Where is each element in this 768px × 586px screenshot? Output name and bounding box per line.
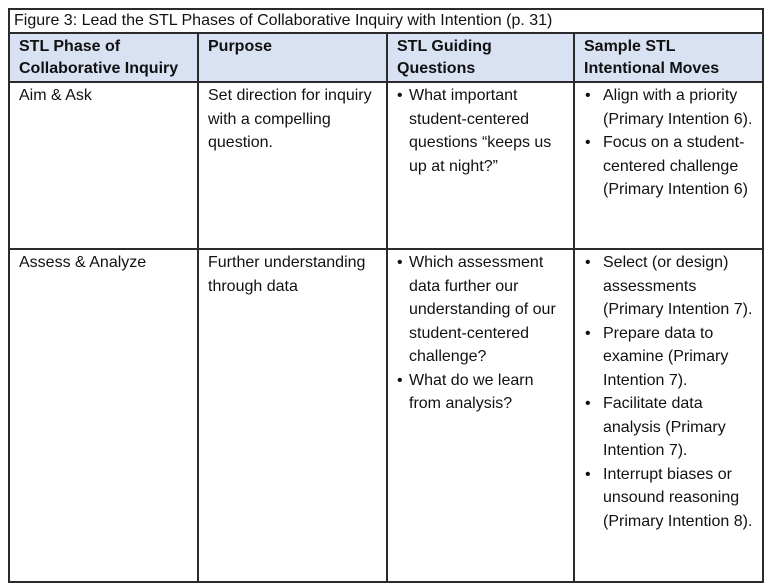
move-item: • Prepare data to examine (Primary Intention 7). bbox=[584, 322, 753, 393]
move-item: • Align with a priority (Primary Intention 6). bbox=[584, 84, 753, 131]
figure-caption: Figure 3: Lead the STL Phases of Collaborative Inquiry with Intention (p. 31) bbox=[9, 9, 763, 33]
phase-cell: Assess & Analyze bbox=[9, 249, 198, 582]
purpose-cell: Set direction for inquiry with a compelling question. bbox=[198, 82, 387, 249]
question-item: • Which assessment data further our understanding of our student-centered challenge? bbox=[397, 251, 564, 369]
moves-list bbox=[584, 251, 753, 533]
questions-list bbox=[397, 84, 564, 178]
figure-table bbox=[8, 8, 764, 583]
move-item: • Interrupt biases or unsound reasoning (Primary Intention 8). bbox=[584, 463, 753, 534]
question-item: • What do we learn from analysis? bbox=[397, 369, 564, 416]
questions-cell bbox=[387, 249, 574, 582]
column-header-phase: STL Phase of Collaborative Inquiry bbox=[9, 33, 198, 82]
column-header-purpose: Purpose bbox=[198, 33, 387, 82]
caption-row bbox=[9, 9, 763, 33]
table-row bbox=[9, 249, 763, 582]
moves-cell bbox=[574, 82, 763, 249]
column-header-guiding-questions: STL Guiding Questions bbox=[387, 33, 574, 82]
questions-list bbox=[397, 251, 564, 416]
phase-cell: Aim & Ask bbox=[9, 82, 198, 249]
move-item: • Facilitate data analysis (Primary Intention 7). bbox=[584, 392, 753, 463]
moves-cell bbox=[574, 249, 763, 582]
column-header-intentional-moves: Sample STL Intentional Moves bbox=[574, 33, 763, 82]
table-row bbox=[9, 82, 763, 249]
moves-list bbox=[584, 84, 753, 202]
header-row bbox=[9, 33, 763, 82]
move-item: • Select (or design) assessments (Primary Intention 7). bbox=[584, 251, 753, 322]
move-item: • Focus on a student-centered challenge (Primary Intention 6) bbox=[584, 131, 753, 202]
question-item: • What important student-centered questions “keeps us up at night?” bbox=[397, 84, 564, 178]
questions-cell bbox=[387, 82, 574, 249]
purpose-cell: Further understanding through data bbox=[198, 249, 387, 582]
